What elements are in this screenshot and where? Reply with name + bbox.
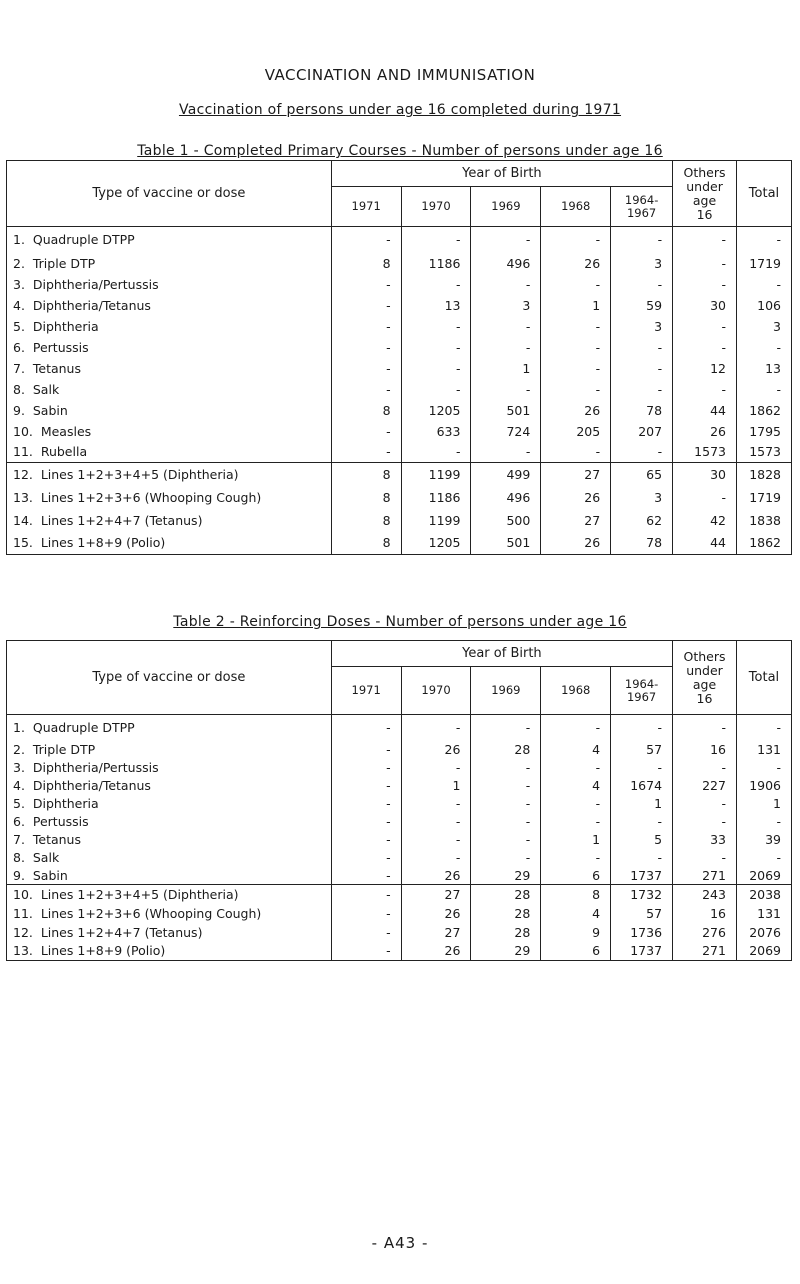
table-cell: -	[471, 442, 541, 463]
table-cell: 3	[773, 318, 781, 334]
table-cell: 30	[673, 295, 737, 316]
table-cell: -	[331, 904, 401, 923]
table-cell: 501	[471, 400, 541, 421]
table-cell: 1	[401, 777, 471, 795]
table-cell: 1	[773, 796, 781, 811]
table-cell: 26	[541, 253, 611, 274]
table-cell: -	[673, 715, 737, 741]
type-header: Type of vaccine or dose	[7, 641, 332, 715]
table-cell: -	[673, 227, 737, 253]
table-cell: -	[673, 759, 737, 777]
table-row	[7, 295, 792, 316]
table-cell: -	[541, 358, 611, 379]
vaccine-label: 4. Diphtheria/Tetanus	[7, 777, 332, 795]
table-cell: -	[673, 337, 737, 358]
vaccine-label: 4. Diphtheria/Tetanus	[7, 295, 332, 316]
table-cell: 276	[673, 923, 737, 942]
table-cell: 26	[541, 532, 611, 555]
table-cell: 57	[611, 741, 673, 759]
table-row	[7, 904, 792, 923]
table-cell: -	[541, 813, 611, 831]
table-cell: 8	[331, 486, 401, 509]
table-cell: 5	[611, 831, 673, 849]
table-cell: 271	[673, 867, 737, 885]
table-cell: 496	[471, 486, 541, 509]
table-cell: -	[673, 813, 737, 831]
table-cell: 1732	[611, 885, 673, 904]
table-cell: 1573	[673, 442, 737, 463]
vaccine-label: 8. Salk	[7, 849, 332, 867]
table-cell: 633	[401, 421, 471, 442]
table-cell: -	[331, 421, 401, 442]
table-cell: 1795	[749, 423, 781, 439]
table-row	[7, 253, 792, 274]
table-cell: 3	[611, 486, 673, 509]
table-cell: 26	[401, 741, 471, 759]
table-row	[7, 942, 792, 961]
table-cell: 131	[757, 742, 781, 757]
table-cell: -	[611, 379, 673, 400]
table-cell: -	[541, 274, 611, 295]
total-header: Total	[736, 161, 791, 227]
table-cell: -	[331, 741, 401, 759]
table-cell: -	[776, 850, 781, 865]
table-row	[7, 849, 792, 867]
table-cell: 499	[471, 463, 541, 486]
table-cell: 1	[541, 295, 611, 316]
table-row	[7, 442, 792, 463]
others-header: Others under age 16	[673, 641, 737, 715]
table-cell: 1862	[749, 535, 781, 551]
year-header: 1970	[401, 187, 471, 227]
table-cell: -	[331, 337, 401, 358]
year-header: 1969	[471, 187, 541, 227]
table-cell: 27	[401, 923, 471, 942]
table2-caption: Table 2 - Reinforcing Doses - Number of persons under age 16	[173, 614, 627, 630]
table-cell: -	[611, 274, 673, 295]
table-cell: 1737	[611, 942, 673, 961]
table-cell: 227	[673, 777, 737, 795]
table-cell: -	[471, 227, 541, 253]
table-row	[7, 316, 792, 337]
table-cell: -	[331, 867, 401, 885]
year-header: 1971	[331, 187, 401, 227]
table-cell: -	[331, 831, 401, 849]
table-cell: 1838	[749, 512, 781, 528]
vaccine-label: 3. Diphtheria/Pertussis	[7, 759, 332, 777]
table-cell: 1	[541, 831, 611, 849]
table-cell: -	[611, 337, 673, 358]
table-cell: 1205	[401, 532, 471, 555]
year-header: 1968	[541, 667, 611, 715]
table-cell: 44	[673, 400, 737, 421]
table-cell: 1674	[611, 777, 673, 795]
vaccine-label: 1. Quadruple DTPP	[7, 715, 332, 741]
total-header: Total	[736, 641, 791, 715]
table-cell: 4	[541, 777, 611, 795]
table-cell: -	[776, 760, 781, 775]
table-cell: 1199	[401, 463, 471, 486]
table-row	[7, 777, 792, 795]
table-cell: -	[331, 849, 401, 867]
vaccine-label: 11. Rubella	[7, 442, 332, 463]
page-title: VACCINATION AND IMMUNISATION	[264, 66, 536, 84]
table-cell: 26	[541, 400, 611, 421]
table-cell: 28	[471, 923, 541, 942]
table-row	[7, 463, 792, 486]
table-cell: -	[471, 831, 541, 849]
table-cell: 205	[541, 421, 611, 442]
table-cell: -	[471, 759, 541, 777]
table-cell: -	[401, 795, 471, 813]
table-cell: -	[776, 232, 781, 248]
table-cell: 1736	[611, 923, 673, 942]
table-cell: -	[471, 316, 541, 337]
table-cell: 29	[471, 942, 541, 961]
table-cell: 59	[611, 295, 673, 316]
table-cell: -	[471, 379, 541, 400]
table-row	[7, 741, 792, 759]
table-row	[7, 486, 792, 509]
year-header: 1969	[471, 667, 541, 715]
table-row	[7, 532, 792, 555]
table-cell: 8	[541, 885, 611, 904]
vaccine-label: 15. Lines 1+8+9 (Polio)	[7, 532, 332, 555]
table-cell: 243	[673, 885, 737, 904]
table-cell: -	[331, 379, 401, 400]
table-cell: 8	[331, 463, 401, 486]
table-cell: -	[331, 777, 401, 795]
table-cell: -	[541, 316, 611, 337]
vaccine-label: 6. Pertussis	[7, 337, 332, 358]
table-cell: -	[401, 759, 471, 777]
table-row	[7, 795, 792, 813]
table-row	[7, 885, 792, 904]
table-cell: 500	[471, 509, 541, 532]
table-cell: -	[776, 276, 781, 292]
table-cell: -	[673, 849, 737, 867]
table-cell: 1719	[749, 489, 781, 505]
year-header: 1964- 1967	[611, 187, 673, 227]
table-row	[7, 337, 792, 358]
page-subtitle: Vaccination of persons under age 16 completed during 1971	[178, 102, 622, 118]
year-header: 1971	[331, 667, 401, 715]
table-cell: -	[401, 715, 471, 741]
table-row	[7, 759, 792, 777]
table-cell: 3	[611, 253, 673, 274]
table-cell: -	[611, 813, 673, 831]
table-cell: -	[401, 337, 471, 358]
vaccine-label: 13. Lines 1+8+9 (Polio)	[7, 942, 332, 961]
table-cell: 4	[541, 741, 611, 759]
table-cell: 16	[673, 904, 737, 923]
table-cell: 65	[611, 463, 673, 486]
table-cell: 724	[471, 421, 541, 442]
table-cell: -	[401, 358, 471, 379]
table-cell: -	[401, 813, 471, 831]
vaccine-label: 5. Diphtheria	[7, 795, 332, 813]
table-cell: -	[401, 831, 471, 849]
table-cell: 207	[611, 421, 673, 442]
table-cell: 106	[757, 297, 781, 313]
table-cell: -	[401, 379, 471, 400]
table-cell: 2038	[736, 885, 791, 904]
table-cell: -	[401, 442, 471, 463]
vaccine-label: 11. Lines 1+2+3+6 (Whooping Cough)	[7, 904, 332, 923]
table-cell: 26	[541, 486, 611, 509]
table-row	[7, 867, 792, 885]
table1	[6, 160, 792, 555]
table-cell: 26	[401, 867, 471, 885]
vaccine-label: 1. Quadruple DTPP	[7, 227, 332, 253]
table-row	[7, 831, 792, 849]
table-cell: 27	[541, 463, 611, 486]
table-cell: -	[401, 274, 471, 295]
table-cell: 8	[331, 532, 401, 555]
table-cell: -	[331, 442, 401, 463]
table-cell: -	[611, 715, 673, 741]
table-row	[7, 923, 792, 942]
table-cell: 1186	[401, 486, 471, 509]
table-row	[7, 421, 792, 442]
vaccine-label: 7. Tetanus	[7, 358, 332, 379]
table-cell: 33	[673, 831, 737, 849]
table-cell: 13	[401, 295, 471, 316]
table-cell: -	[541, 227, 611, 253]
vaccine-label: 13. Lines 1+2+3+6 (Whooping Cough)	[7, 486, 332, 509]
table-row	[7, 379, 792, 400]
table-cell: -	[401, 849, 471, 867]
table-cell: 1828	[736, 463, 791, 486]
year-header: 1970	[401, 667, 471, 715]
table-cell: 3	[611, 316, 673, 337]
table-cell: -	[541, 759, 611, 777]
table-cell: -	[541, 442, 611, 463]
table-cell: 28	[471, 741, 541, 759]
table-cell: 1862	[749, 402, 781, 418]
table-cell: 29	[471, 867, 541, 885]
year-of-birth-header: Year of Birth	[331, 641, 672, 667]
vaccine-label: 10. Measles	[7, 421, 332, 442]
table-cell: -	[471, 274, 541, 295]
table-cell: 27	[401, 885, 471, 904]
vaccine-label: 8. Salk	[7, 379, 332, 400]
table-row	[7, 358, 792, 379]
table-cell: -	[611, 759, 673, 777]
table-cell: -	[611, 849, 673, 867]
table-cell: -	[471, 777, 541, 795]
table-cell: -	[471, 813, 541, 831]
table-cell: 12	[673, 358, 737, 379]
table-cell: -	[673, 253, 737, 274]
table-cell: -	[331, 316, 401, 337]
table-cell: -	[471, 849, 541, 867]
table-cell: -	[541, 379, 611, 400]
table-cell: 57	[611, 904, 673, 923]
table-cell: 1205	[401, 400, 471, 421]
table2	[6, 640, 792, 961]
table-row	[7, 813, 792, 831]
table-cell: -	[776, 814, 781, 829]
vaccine-label: 12. Lines 1+2+4+7 (Tetanus)	[7, 923, 332, 942]
vaccine-label: 5. Diphtheria	[7, 316, 332, 337]
table-cell: -	[331, 923, 401, 942]
table-cell: -	[541, 337, 611, 358]
vaccine-label: 6. Pertussis	[7, 813, 332, 831]
table-cell: -	[673, 486, 737, 509]
table-cell: 30	[673, 463, 737, 486]
table-cell: -	[541, 715, 611, 741]
table-cell: 1186	[401, 253, 471, 274]
table-cell: 1719	[749, 255, 781, 271]
vaccine-label: 3. Diphtheria/Pertussis	[7, 274, 332, 295]
table-cell: -	[331, 813, 401, 831]
table-cell: 27	[541, 509, 611, 532]
table-cell: 2076	[749, 924, 781, 940]
table-cell: 16	[673, 741, 737, 759]
table-cell: -	[673, 795, 737, 813]
table-cell: -	[331, 795, 401, 813]
table-cell: 496	[471, 253, 541, 274]
vaccine-label: 10. Lines 1+2+3+4+5 (Diphtheria)	[7, 885, 332, 904]
table-cell: 271	[673, 942, 737, 961]
table-cell: 8	[331, 509, 401, 532]
table-cell: 42	[673, 509, 737, 532]
table-cell: -	[331, 227, 401, 253]
year-header: 1964- 1967	[611, 667, 673, 715]
table-cell: -	[331, 942, 401, 961]
vaccine-label: 2. Triple DTP	[7, 741, 332, 759]
table-cell: 1	[611, 795, 673, 813]
table-cell: -	[611, 227, 673, 253]
type-header: Type of vaccine or dose	[7, 161, 332, 227]
table-cell: 1737	[611, 867, 673, 885]
table-row	[7, 509, 792, 532]
table-cell: 39	[765, 832, 781, 847]
table-cell: 1573	[749, 444, 781, 460]
table-cell: 78	[611, 400, 673, 421]
table-cell: -	[331, 885, 401, 904]
table-row	[7, 715, 792, 741]
table-cell: 78	[611, 532, 673, 555]
table-cell: -	[673, 379, 737, 400]
table-cell: 26	[401, 942, 471, 961]
table-cell: 9	[541, 923, 611, 942]
table1-caption: Table 1 - Completed Primary Courses - Number of persons under age 16	[137, 143, 663, 159]
table-cell: 2069	[749, 943, 781, 959]
year-of-birth-header: Year of Birth	[331, 161, 672, 187]
table-cell: 1	[471, 358, 541, 379]
table-cell: 8	[331, 253, 401, 274]
table-cell: -	[401, 316, 471, 337]
others-header: Others under age 16	[673, 161, 737, 227]
table-row	[7, 400, 792, 421]
table-cell: -	[611, 358, 673, 379]
table-cell: 26	[401, 904, 471, 923]
table-cell: -	[776, 339, 781, 355]
table-cell: -	[776, 381, 781, 397]
vaccine-label: 9. Sabin	[7, 400, 332, 421]
table-cell: 13	[765, 360, 781, 376]
table-row	[7, 227, 792, 253]
table-cell: -	[611, 442, 673, 463]
table-cell: -	[331, 715, 401, 741]
table-cell: -	[331, 358, 401, 379]
vaccine-label: 2. Triple DTP	[7, 253, 332, 274]
table-cell: -	[331, 295, 401, 316]
vaccine-label: 14. Lines 1+2+4+7 (Tetanus)	[7, 509, 332, 532]
table-cell: 28	[471, 885, 541, 904]
vaccine-label: 9. Sabin	[7, 867, 332, 885]
table-cell: -	[776, 720, 781, 736]
table-cell: -	[331, 759, 401, 777]
table-cell: -	[471, 337, 541, 358]
table-cell: 6	[541, 942, 611, 961]
table-cell: 4	[541, 904, 611, 923]
table-cell: 1906	[749, 778, 781, 793]
table-cell: 8	[331, 400, 401, 421]
vaccine-label: 12. Lines 1+2+3+4+5 (Diphtheria)	[7, 463, 332, 486]
table-cell: 2069	[749, 867, 781, 883]
table-cell: 6	[541, 867, 611, 885]
table-cell: 1199	[401, 509, 471, 532]
table-cell: -	[541, 849, 611, 867]
year-header: 1968	[541, 187, 611, 227]
table-cell: 62	[611, 509, 673, 532]
table-cell: -	[401, 227, 471, 253]
table-cell: -	[541, 795, 611, 813]
table-cell: 28	[471, 904, 541, 923]
table-cell: -	[673, 274, 737, 295]
table-cell: -	[471, 715, 541, 741]
table-cell: 131	[757, 905, 781, 921]
table-cell: 501	[471, 532, 541, 555]
vaccine-label: 7. Tetanus	[7, 831, 332, 849]
page-number: - A43 -	[371, 1234, 429, 1252]
table-cell: 26	[673, 421, 737, 442]
table-cell: -	[471, 795, 541, 813]
table-row	[7, 274, 792, 295]
table-cell: 3	[471, 295, 541, 316]
table-cell: 44	[673, 532, 737, 555]
table-cell: -	[331, 274, 401, 295]
table-cell: -	[673, 316, 737, 337]
